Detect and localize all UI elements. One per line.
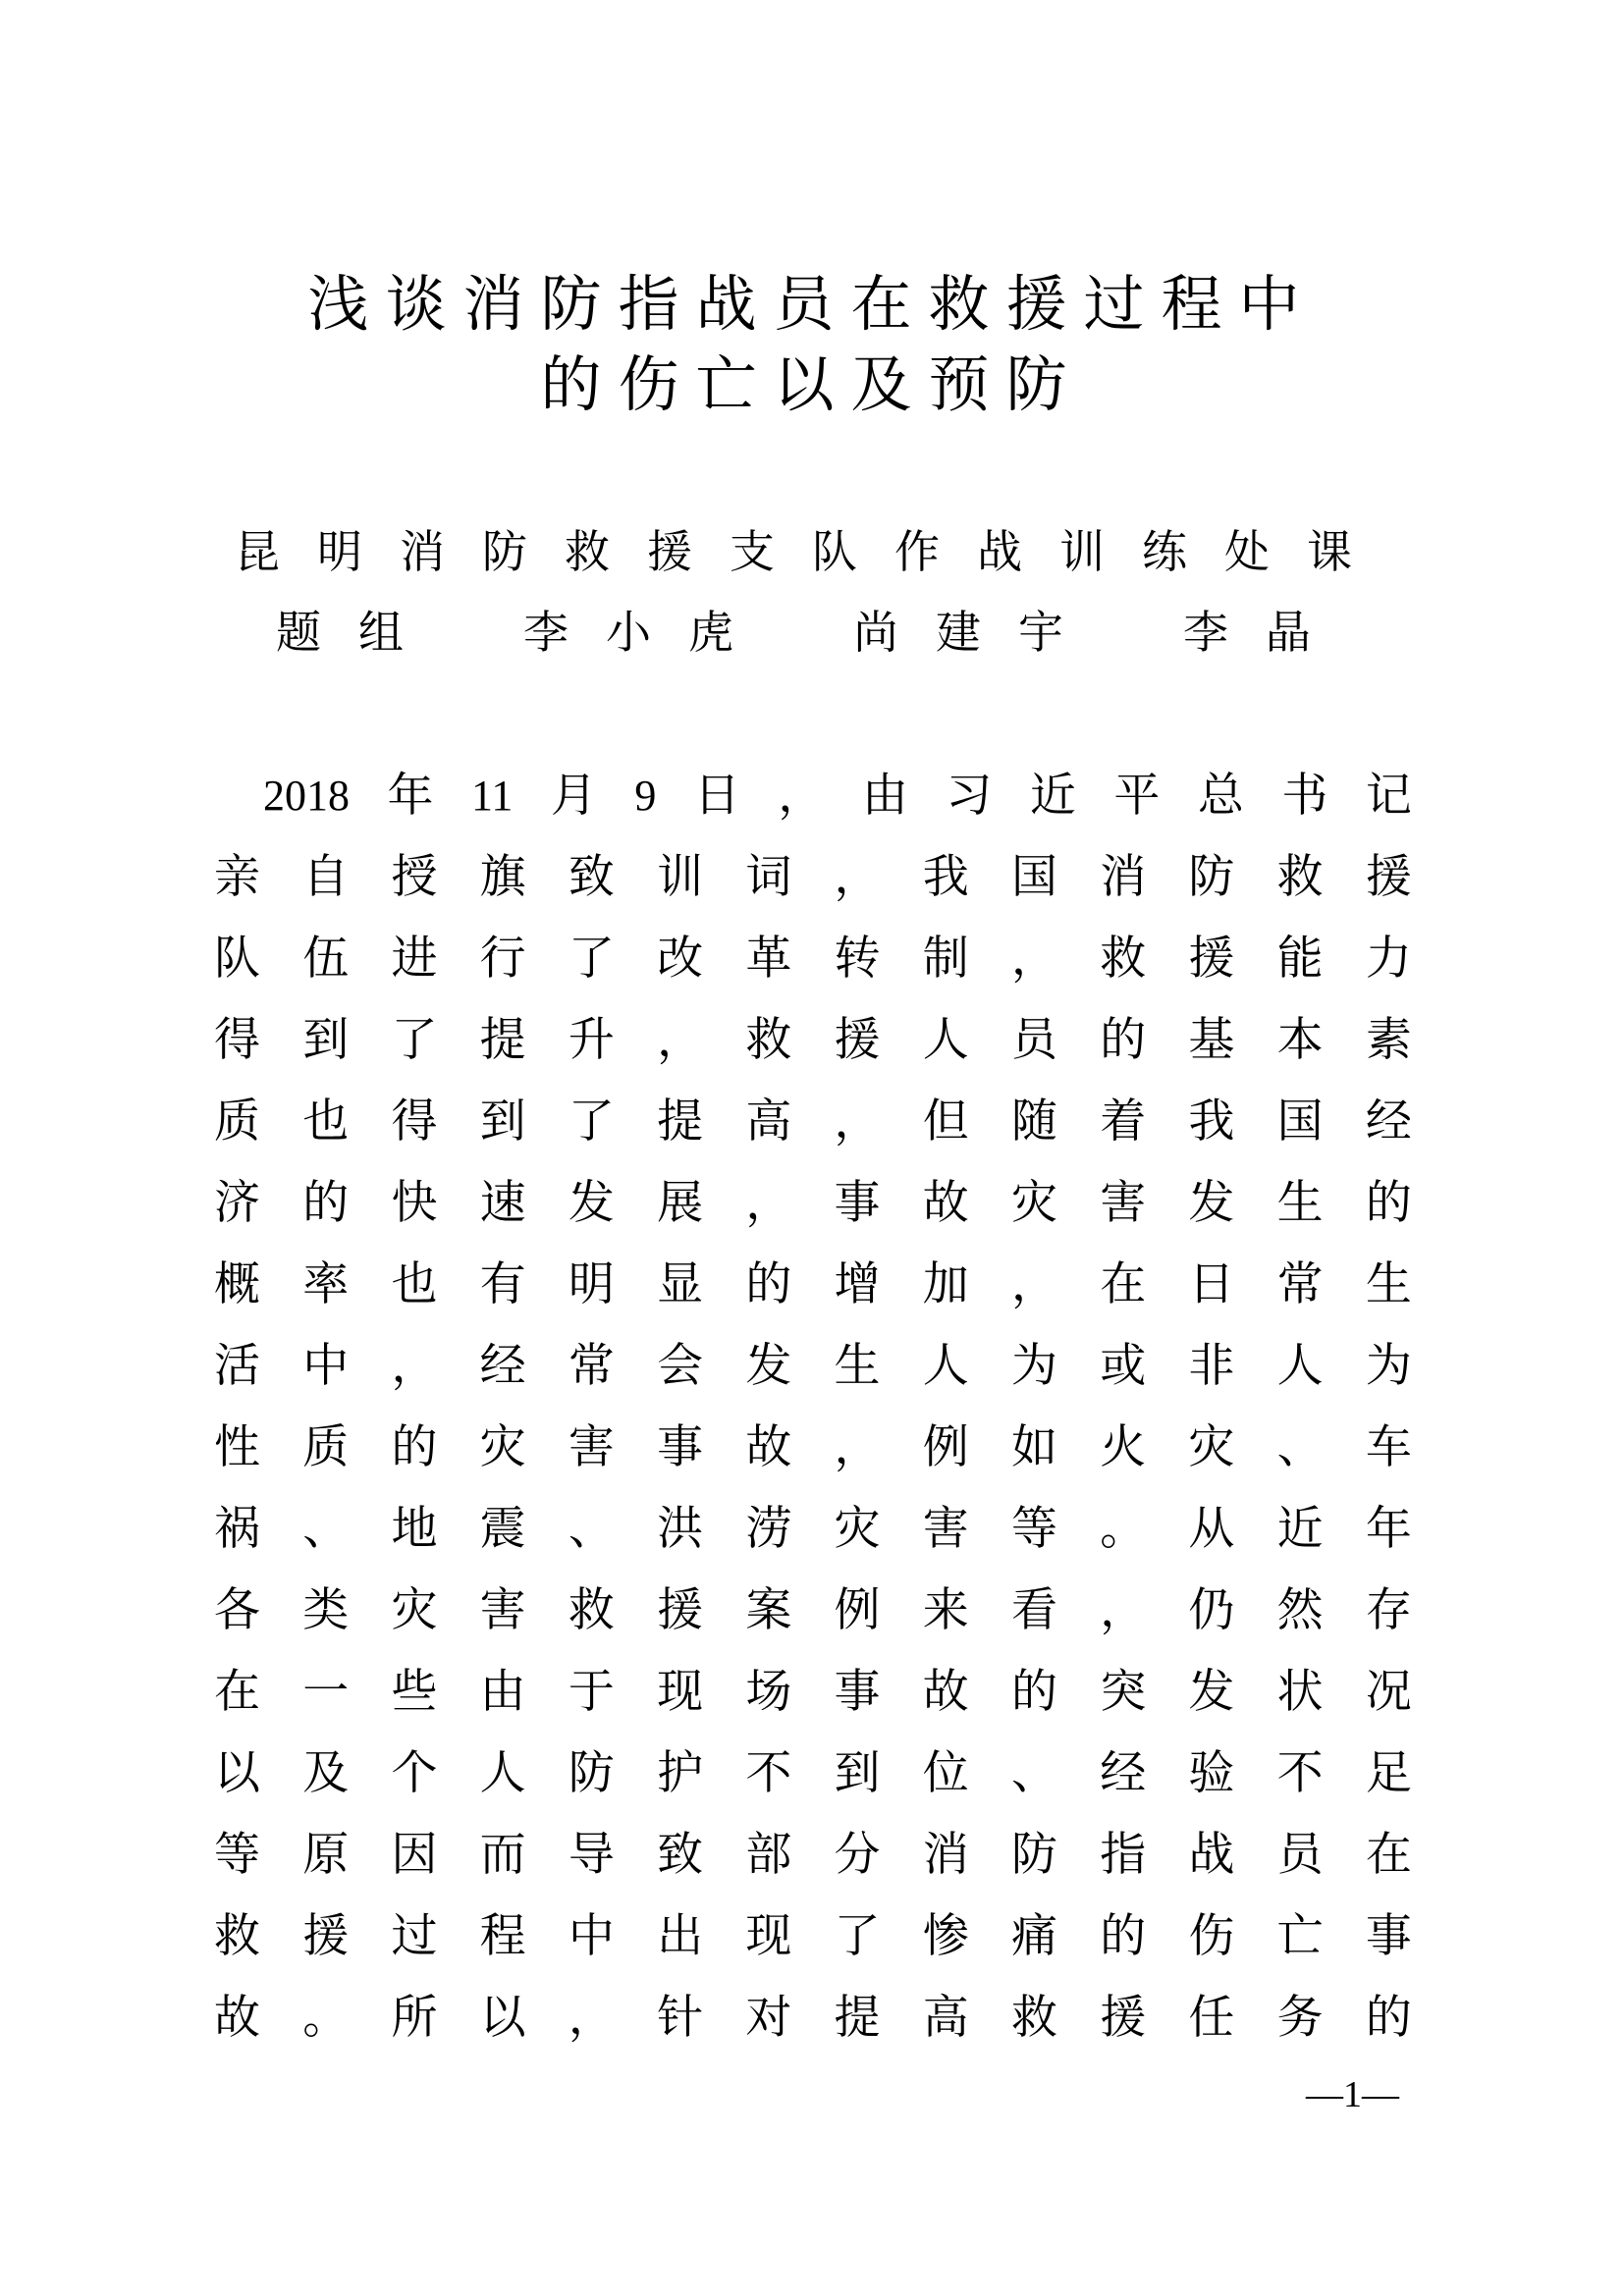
body-text — [214, 767, 1412, 2070]
byline-line-2: 题组 李小虎 尚建宇 李晶 — [276, 606, 1348, 659]
body-line: 济 的 快 速 发 展 ， 事 故 灾 害 发 生 的 — [214, 1176, 1412, 1230]
body-line: 活 中 ， 经 常 会 发 生 人 为 或 非 人 为 — [214, 1339, 1412, 1393]
body-line: 以 及 个 人 防 护 不 到 位 、 经 验 不 足 — [214, 1746, 1412, 1800]
title-line-2: 的伤亡以及预防 — [540, 348, 1084, 420]
body-line: 各 类 灾 害 救 援 案 例 来 看 ， 仍 然 存 — [214, 1583, 1412, 1637]
body-line: 2018 年 11 月 9 日 ， 由 习 近 平 总 书 记 — [263, 769, 1412, 823]
body-line: 在 一 些 由 于 现 场 事 故 的 突 发 状 况 — [214, 1665, 1412, 1719]
body-line: 等 原 因 而 导 致 部 分 消 防 指 战 员 在 — [214, 1828, 1412, 1882]
body-line: 队 伍 进 行 了 改 革 转 制 ， 救 援 能 力 — [214, 932, 1412, 986]
body-line: 得 到 了 提 升 ， 救 援 人 员 的 基 本 素 — [214, 1013, 1412, 1067]
body-line: 故 。 所 以 ， 针 对 提 高 救 援 任 务 的 — [214, 1991, 1412, 2045]
body-line: 质 也 得 到 了 提 高 ， 但 随 着 我 国 经 — [214, 1095, 1412, 1148]
title-line-1: 浅谈消防指战员在救援过程中 — [307, 268, 1317, 340]
body-line: 性 质 的 灾 害 事 故 ， 例 如 火 灾 、 车 — [214, 1420, 1412, 1474]
byline-line-1: 昆明消防救援支队作战训练处课 — [235, 525, 1389, 578]
body-line: 救 援 过 程 中 出 现 了 惨 痛 的 伤 亡 事 — [214, 1909, 1412, 1963]
body-line: 祸 、 地 震 、 洪 涝 灾 害 等 。 从 近 年 — [214, 1502, 1412, 1556]
body-line: 概 率 也 有 明 显 的 增 加 ， 在 日 常 生 — [214, 1257, 1412, 1311]
body-line: 亲 自 授 旗 致 训 词 ， 我 国 消 防 救 援 — [214, 850, 1412, 904]
page-number: —1— — [1306, 2074, 1399, 2115]
